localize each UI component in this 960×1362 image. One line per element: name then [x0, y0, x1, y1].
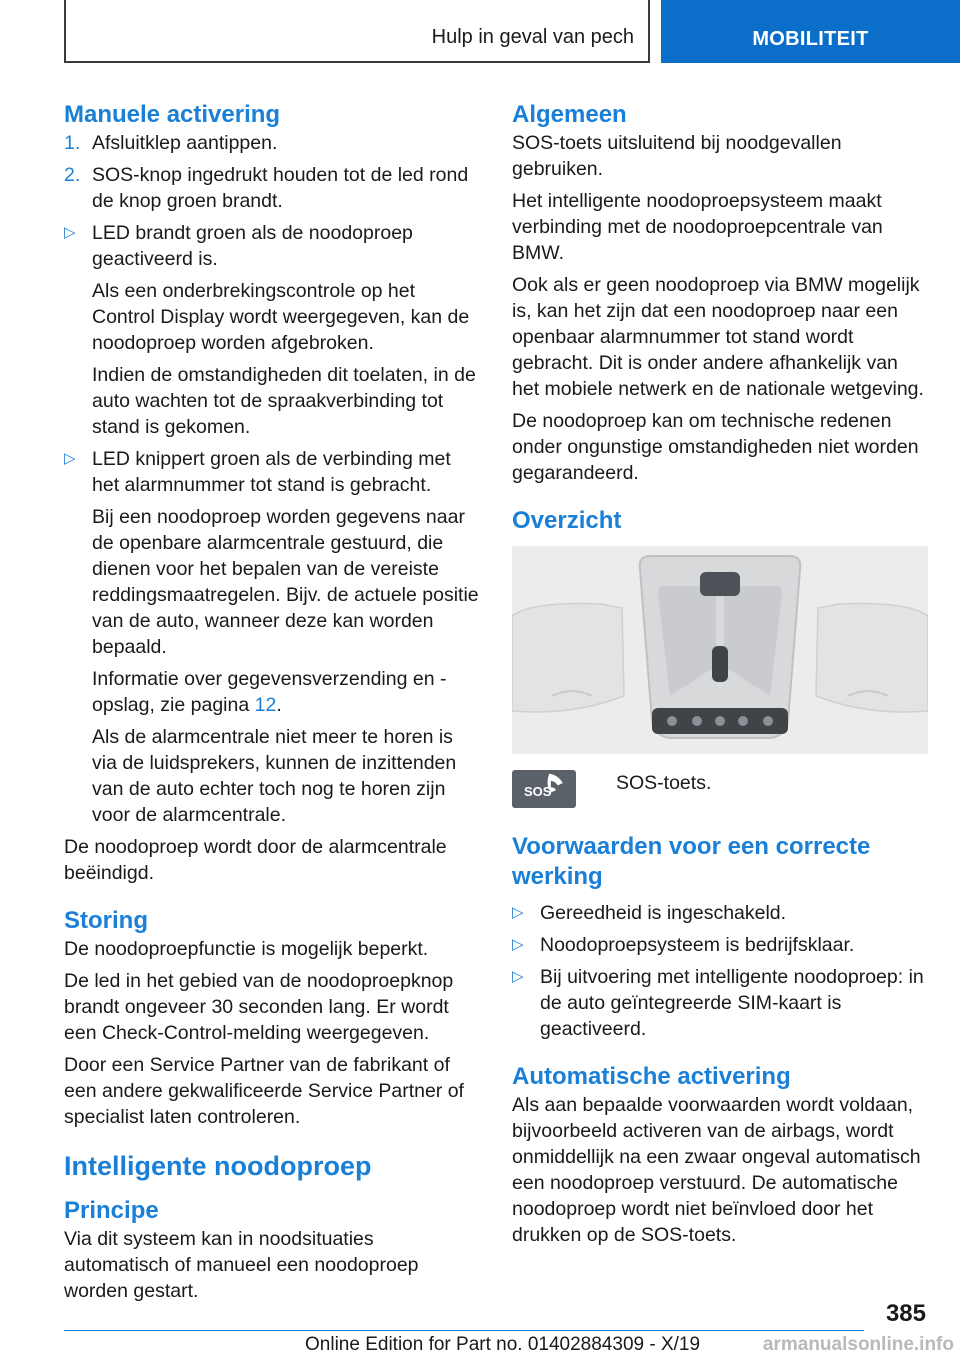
heading-voorwaarden: Voorwaarden voor een correcte werking [512, 833, 871, 890]
heading-storing: Storing [64, 907, 148, 934]
bullet-paragraph: Indien de omstandigheden dit toelaten, in de auto wachten tot de spraakverbinding tot stand is gekomen. [92, 364, 476, 438]
step-number: 1. [64, 132, 81, 154]
section-title: Hulp in geval van pech [64, 0, 650, 63]
chapter-tab[interactable]: MOBILITEIT [661, 0, 960, 63]
page-number: 385 [885, 1300, 926, 1327]
paragraph: Door een Service Partner van de fabrikant of een andere gekwalificeerde Service Partner of specialist laten controleren. [64, 1054, 464, 1128]
triangle-bullet-icon: ▷ [512, 904, 524, 921]
list-item [512, 932, 930, 958]
paragraph: Als aan bepaalde voorwaarden wordt voldaan, bijvoorbeeld activeren van de airbags, wordt onmiddellijk na een zwaar ongeval automatisch een noodoproep verstuurd. De automatische noodoproep wordt niet beïnvloed door het drukken op de SOS-toets. [512, 1094, 921, 1246]
heading-automatische-activering: Automatische activering [512, 1063, 791, 1090]
sos-icon-label: SOS [524, 784, 552, 799]
paragraph: De noodoproep wordt door de alarmcentrale beëindigd. [64, 836, 447, 884]
text: . [276, 694, 282, 716]
sos-phone-icon [512, 770, 576, 808]
bullet-text: LED knippert groen als de verbinding met het alarmnummer tot stand is gebracht. [92, 448, 451, 496]
sos-legend [512, 770, 930, 808]
triangle-bullet-icon: ▷ [64, 450, 76, 467]
heading-principe: Principe [64, 1197, 159, 1224]
list-item [512, 964, 930, 1042]
bullet-led-blinking [64, 446, 482, 498]
footer-edition: Online Edition for Part no. 01402884309 - X/19 [305, 1334, 701, 1355]
triangle-bullet-icon: ▷ [64, 224, 76, 241]
sos-caption: SOS-toets. [616, 772, 712, 794]
list-item-text: Bij uitvoering met intelligente noodoproep: in de auto geïntegreerde SIM-kaart is geactiveerd. [540, 966, 924, 1040]
watermark: armanualsonline.info [762, 1334, 954, 1355]
step-number: 2. [64, 164, 81, 186]
overhead-console-illustration [512, 546, 928, 754]
bullet-paragraph: Als een onderbrekingscontrole op het Control Display wordt weergegeven, kan de noodoproep worden afgebroken. [92, 280, 470, 354]
bullet-text: LED brandt groen als de noodoproep geactiveerd is. [92, 222, 413, 270]
heading-algemeen: Algemeen [512, 101, 627, 128]
bullet-paragraph-with-link [64, 666, 482, 718]
step-text: SOS-knop ingedrukt houden tot de led rond de knop groen brandt. [92, 164, 469, 212]
list-item-text: Noodoproepsysteem is bedrijfsklaar. [540, 934, 855, 956]
left-column [64, 100, 482, 1310]
list-item [512, 900, 930, 926]
list-item-text: Gereedheid is ingeschakeld. [540, 902, 787, 924]
overhead-console-photo [512, 546, 928, 754]
paragraph: De noodoproep kan om technische redenen onder ongunstige omstandigheden niet worden gegarandeerd. [512, 410, 919, 484]
paragraph: Via dit systeem kan in noodsituaties automatisch of manueel een noodoproep worden gestart. [64, 1228, 419, 1302]
step-1 [64, 130, 482, 156]
page-header [64, 0, 960, 64]
bullet-paragraph: Bij een noodoproep worden gegevens naar de openbare alarmcentrale gestuurd, die dienen voor het bepalen van de vereiste reddingsmaatregelen. Bijv. de actuele positie van de auto, wanneer deze kan worden bepaald. [92, 506, 479, 658]
footer-divider [64, 1330, 864, 1331]
paragraph: SOS-toets uitsluitend bij noodgevallen gebruiken. [512, 132, 842, 180]
heading-manual-activation: Manuele activering [64, 101, 281, 128]
paragraph: De noodoproepfunctie is mogelijk beperkt. [64, 938, 429, 960]
paragraph: Ook als er geen noodoproep via BMW mogelijk is, kan het zijn dat een noodoproep naar een openbaar alarmnummer tot stand wordt gebracht. Dit is onder andere afhankelijk van het mobiele netwerk en de nationale wetgeving. [512, 274, 924, 400]
bullet-paragraph: Als de alarmcentrale niet meer te horen is via de luidsprekers, kunnen de inzittenden van de auto echter toch nog te horen zijn voor de alarmcentrale. [92, 726, 457, 826]
triangle-bullet-icon: ▷ [512, 936, 524, 953]
step-text: Afsluitklep aantippen. [92, 132, 278, 154]
paragraph: Het intelligente noodoproepsysteem maakt verbinding met de noodoproepcentrale van BMW. [512, 190, 883, 264]
bullet-led-green [64, 220, 482, 272]
step-2 [64, 162, 482, 214]
heading-intelligent-emergency-call: Intelligente noodoproep [64, 1151, 372, 1181]
heading-overzicht: Overzicht [512, 507, 622, 534]
page-link[interactable]: 12 [254, 694, 277, 716]
paragraph: De led in het gebied van de noodoproepknop brandt ongeveer 30 seconden lang. Er wordt een Check-Control-melding weergegeven. [64, 970, 454, 1044]
text: Informatie over gegevensverzending en -opslag, zie pagina [92, 668, 447, 716]
right-column [512, 100, 930, 1254]
triangle-bullet-icon: ▷ [512, 968, 524, 985]
